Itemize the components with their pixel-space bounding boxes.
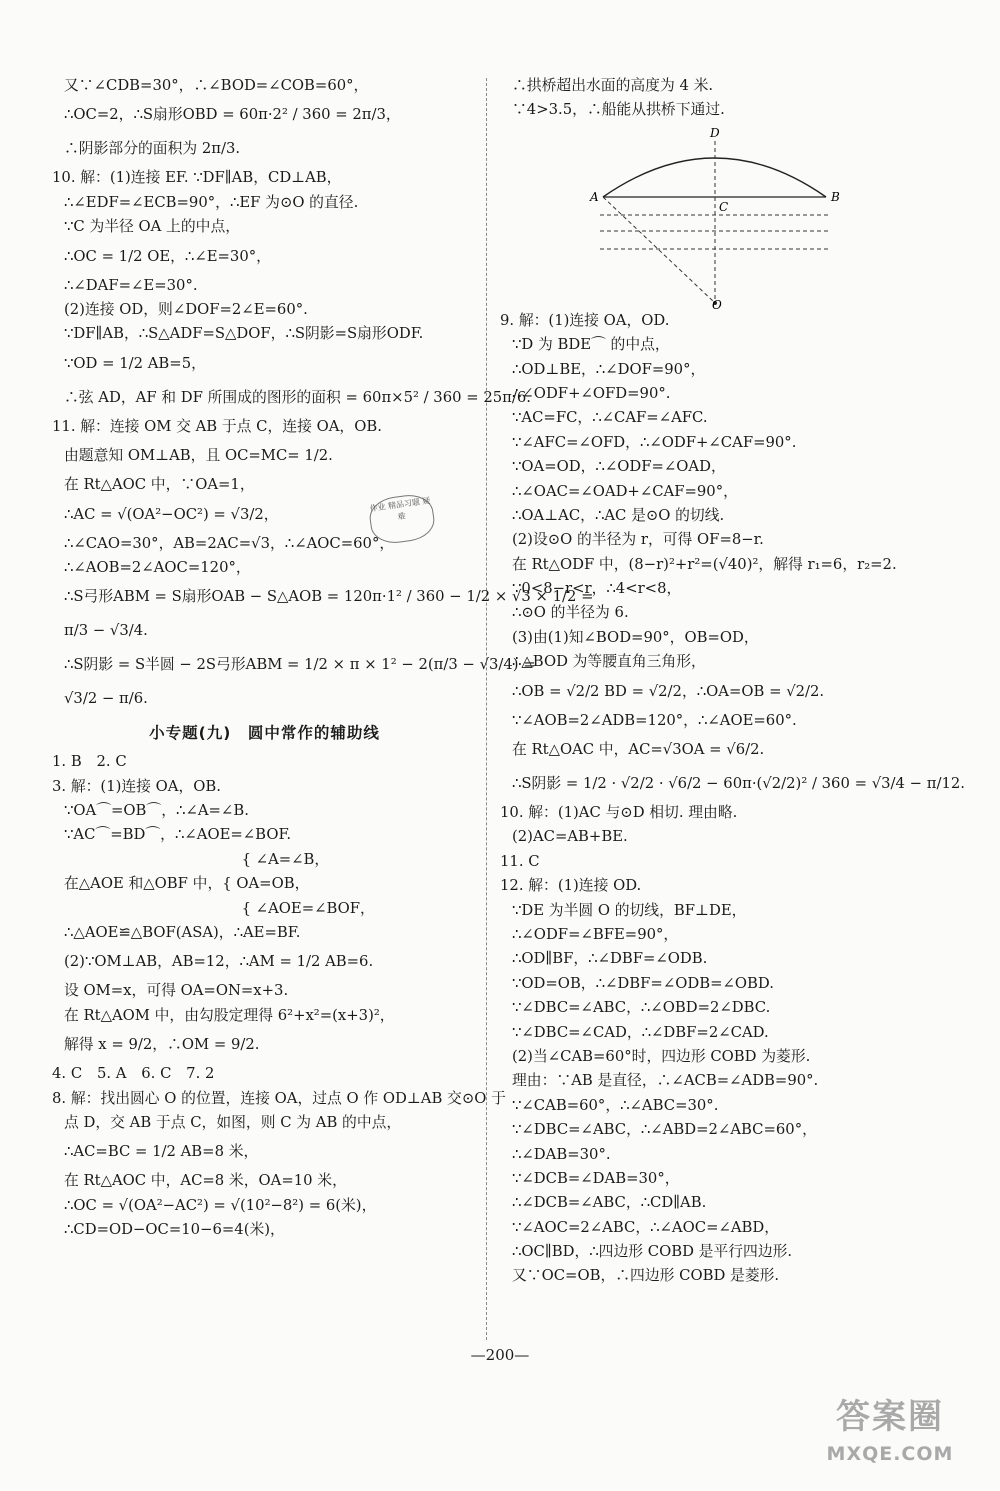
text-line: 9. 解：(1)连接 OA，OD. (500, 311, 670, 329)
text-line: ∴OC = √(OA²−AC²) = √(10²−8²) = 6(米)， (64, 1196, 377, 1214)
text-line: 在△AOE 和△OBF 中，{ OA=OB， (64, 875, 310, 893)
text-line: ∴∠AOB=2∠AOC=120°， (64, 558, 251, 576)
watermark-text: 答案圈 (836, 1397, 944, 1437)
text-line: ∵DE 为半圆 O 的切线，BF⊥DE， (512, 901, 747, 919)
text-line: ∴OD∥BF，∴∠DBF=∠ODB. (512, 950, 708, 968)
label-b: B (831, 189, 840, 204)
text-line: ∵∠CAB=60°，∴∠ABC=30°. (512, 1096, 719, 1114)
text-line: ∴OA⊥AC，∴AC 是⊙O 的切线. (512, 506, 725, 524)
stamp-seal: 作业 精品习题 疑难 (367, 492, 437, 546)
text-line: ∴CD=OD−OC=10−6=4(米)， (64, 1221, 285, 1239)
page-number: —200— (470, 1346, 530, 1364)
text-line: ∵∠AOB=2∠ADB=120°，∴∠AOE=60°. (512, 711, 797, 729)
text-line: ∵∠DBC=∠ABC，∴∠ABD=2∠ABC=60°， (512, 1121, 817, 1139)
text-line: ∴∠EDF=∠ECB=90°，∴EF 为⊙O 的直径. (64, 193, 359, 211)
text-line: 11. 解：连接 OM 交 AB 于点 C，连接 OA，OB. (52, 417, 382, 435)
text-line: ∴△BOD 为等腰直角三角形， (512, 653, 706, 671)
text-line: 3. 解：(1)连接 OA，OB. (52, 777, 221, 795)
text-line: ∵DF∥AB，∴S△ADF=S△DOF，∴S阴影=S扇形ODF. (64, 325, 424, 343)
text-line: (2)设⊙O 的半径为 r，可得 OF=8−r. (512, 531, 764, 549)
text-line: 又∵OC=OB，∴四边形 COBD 是菱形. (512, 1267, 780, 1285)
text-line: ∵AC=FC，∴∠CAF=∠AFC. (512, 409, 708, 427)
text-line: 11. C (500, 852, 540, 870)
text-line: 在 Rt△AOM 中，由勾股定理得 6²+x²=(x+3)²， (64, 1006, 395, 1024)
text-line: ∵OD=OB，∴∠DBF=∠ODB=∠OBD. (512, 974, 774, 992)
text-line: 在 Rt△ODF 中，(8−r)²+r²=(√40)²，解得 r₁=6，r₂=2. (512, 555, 897, 573)
text-line: ∴OC∥BD，∴四边形 COBD 是平行四边形. (512, 1243, 793, 1261)
text-line: ∴∠OAC=∠OAD+∠CAF=90°， (512, 482, 738, 500)
column-divider (486, 78, 487, 1340)
text-line: 在 Rt△OAC 中，AC=√3OA = √6/2. (512, 741, 765, 759)
text-line: (2)当∠CAB=60°时，四边形 COBD 为菱形. (512, 1047, 811, 1065)
label-a: A (590, 189, 599, 204)
text-line: ∴∠ODF=∠BFE=90°， (512, 925, 679, 943)
text-line: 点 D，交 AB 于点 C，如图，则 C 为 AB 的中点， (64, 1113, 402, 1131)
text-line: ∵∠DBC=∠ABC，∴∠OBD=2∠DBC. (512, 999, 771, 1017)
text-line: 设 OM=x，可得 OA=ON=x+3. (64, 982, 289, 1000)
text-line: ∵∠DBC=∠CAD，∴∠DBF=2∠CAD. (512, 1023, 769, 1041)
text-line: 解得 x = 9/2，∴OM = 9/2. (64, 1036, 260, 1054)
text-line: ∵OA⌒=OB⌒，∴∠A=∠B. (64, 802, 249, 820)
text-line: { ∠A=∠B， (64, 850, 330, 868)
text-line: 理由：∵AB 是直径，∴∠ACB=∠ADB=90°. (512, 1072, 819, 1090)
right-column (500, 74, 965, 1289)
text-line: 10. 解：(1)连接 EF. ∵DF∥AB，CD⊥AB， (52, 169, 342, 187)
text-line: (2)∵OM⊥AB，AB=12，∴AM = 1/2 AB=6. (64, 953, 374, 971)
text-line: ∴S阴影 = S半圆 − 2S弓形ABM = 1/2 × π × 1² − 2(π/3 − √3/4) = (64, 656, 536, 674)
text-line: ∵C 为半径 OA 上的中点， (64, 218, 241, 236)
right-top-lines (500, 74, 945, 123)
text-line: 12. 解：(1)连接 OD. (500, 877, 642, 895)
text-line: 由题意知 OM⊥AB，且 OC=MC= 1/2. (64, 447, 333, 465)
text-line: ∵0<8−r<r，∴4<r<8， (512, 580, 682, 598)
text-line: ∴∠DCB=∠ABC，∴CD∥AB. (512, 1194, 707, 1212)
label-o: O (712, 297, 722, 312)
text-line: ∴AC = √(OA²−OC²) = √3/2， (64, 505, 279, 523)
text-line: ∴OC=2，∴S扇形OBD = 60π·2² / 360 = 2π/3， (64, 106, 401, 124)
right-lines (500, 309, 965, 1289)
watermark-logo (804, 1393, 976, 1477)
text-line: ∵4>3.5，∴船能从拱桥下通过. (512, 101, 725, 119)
text-line: ∴⊙O 的半径为 6. (512, 604, 629, 622)
text-line: (2)AC=AB+BE. (512, 828, 628, 846)
text-line: ∴AC=BC = 1/2 AB=8 米， (64, 1143, 259, 1161)
text-line: 又∵∠CDB=30°，∴∠BOD=∠COB=60°， (64, 77, 369, 94)
text-line: ∴∠DAB=30°. (512, 1145, 611, 1163)
text-line: ∵∠AOC=2∠ABC，∴∠AOC=∠ABD， (512, 1218, 780, 1236)
label-d: D (710, 125, 720, 140)
text-line: { ∠AOE=∠BOF， (64, 899, 375, 917)
arch-bridge-diagram (588, 125, 848, 312)
section-heading: 小专题(九) 圆中常作的辅助线 (149, 724, 380, 743)
text-line: ∴阴影部分的面积为 2π/3. (64, 140, 241, 158)
text-line: 在 Rt△AOC 中，AC=8 米，OA=10 米， (64, 1172, 347, 1190)
text-line: 1. B 2. C (52, 753, 127, 771)
text-line: ∵OA=OD，∴∠ODF=∠OAD， (512, 458, 726, 476)
text-line: ∵∠AFC=∠OFD，∴∠ODF+∠CAF=90°. (512, 433, 797, 451)
text-line: π/3 − √3/4. (64, 622, 148, 640)
text-line: ∴弦 AD，AF 和 DF 所围成的图形的面积 = 60π×5² / 360 = 25π/6. (64, 388, 532, 406)
text-line: (3)由(1)知∠BOD=90°，OB=OD， (512, 628, 759, 646)
text-line: √3/2 − π/6. (64, 690, 148, 708)
text-line: ∴OB = √2/2 BD = √2/2，∴OA=OB = √2/2. (512, 682, 825, 700)
text-line: (2)连接 OD，则∠DOF=2∠E=60°. (64, 300, 308, 318)
text-line: ∴S阴影 = 1/2 · √2/2 · √6/2 − 60π·(√2/2)² / 360 = √3/4 − π/12. (512, 775, 965, 793)
text-line: 10. 解：(1)AC 与⊙D 相切. 理由略. (500, 804, 738, 822)
arch-bridge-figure (500, 123, 945, 312)
text-line: ∴∠DAF=∠E=30°. (64, 276, 198, 294)
text-line: ∵D 为 BDE⌒ 的中点， (512, 336, 670, 354)
text-line: ∴△AOE≌△BOF(ASA)，∴AE=BF. (64, 924, 301, 942)
text-line: 在 Rt△AOC 中，∵OA=1， (64, 476, 255, 494)
text-line: ∴∠ODF+∠OFD=90°. (512, 384, 671, 402)
text-line: ∵∠DCB=∠DAB=30°， (512, 1169, 680, 1187)
text-line: ∴S弓形ABM = S扇形OAB − S△AOB = 120π·1² / 360 − 1/2 × √3 × 1/2 = (64, 588, 594, 606)
label-c: C (719, 199, 729, 214)
watermark-url: MXQE.COM (826, 1443, 954, 1465)
text-line: ∴OD⊥BE，∴∠DOF=90°， (512, 360, 706, 378)
text-line: ∵OD = 1/2 AB=5， (64, 354, 206, 372)
text-line: ∴拱桥超出水面的高度为 4 米. (512, 77, 714, 94)
text-line: 4. C 5. A 6. C 7. 2 (52, 1065, 215, 1083)
text-line: 8. 解：找出圆心 O 的位置，连接 OA，过点 O 作 OD⊥AB 交⊙O 于 (52, 1089, 506, 1107)
line-ao (603, 197, 715, 303)
text-line: ∴OC = 1/2 OE，∴∠E=30°， (64, 247, 271, 265)
text-line: ∴∠CAO=30°，AB=2AC=√3，∴∠AOC=60°， (64, 534, 395, 552)
text-line: ∵AC⌒=BD⌒，∴∠AOE=∠BOF. (64, 826, 292, 844)
